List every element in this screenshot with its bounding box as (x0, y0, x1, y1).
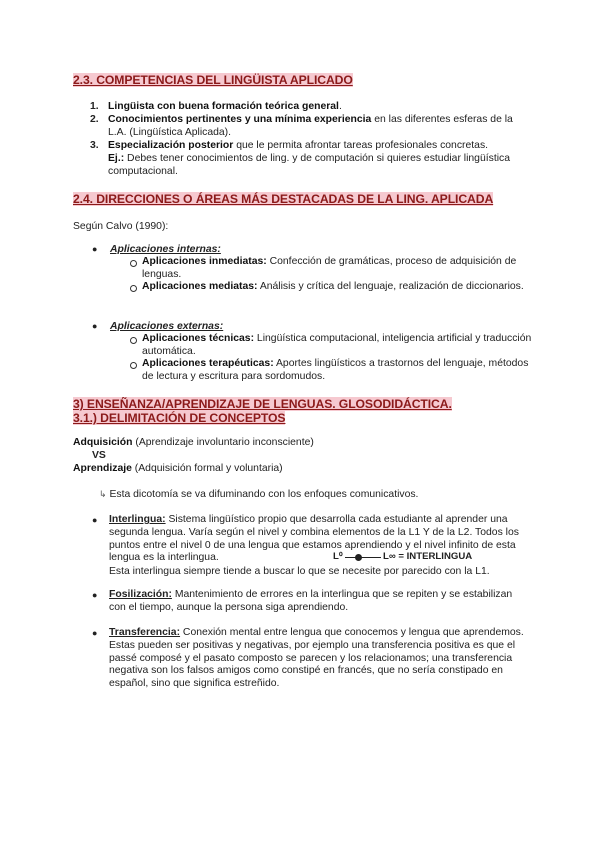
interlingua-diagram: L⁰ L∞ = INTERLINGUA (333, 551, 473, 562)
aprendizaje-line: Aprendizaje (Adquisición formal y voluntaria) (73, 463, 283, 474)
list-item: Aplicaciones mediatas: Análisis y crítica del lenguaje, realización de diccionarios. (142, 281, 524, 292)
return-arrow-icon: ↳ (99, 489, 107, 499)
circle-bullet-icon (130, 260, 137, 267)
scale-line (345, 557, 381, 558)
section-heading-2-3: 2.3. COMPETENCIAS DEL LINGÜISTA APLICADO (73, 73, 353, 87)
bullet-icon: ● (92, 628, 98, 638)
subheading-3-1: 3.1.) DELIMITACIÓN DE CONCEPTOS (73, 411, 286, 425)
aplicaciones-internas-label: Aplicaciones internas: (110, 244, 221, 255)
bullet-icon: ● (92, 515, 98, 525)
section-heading-2-4: 2.4. DIRECCIONES O ÁREAS MÁS DESTACADAS DE LA LING. APLICADA (73, 192, 494, 206)
circle-bullet-icon (130, 362, 137, 369)
list-item: Aplicaciones terapéuticas: Aportes lingüísticos a trastornos del lenguaje, métodos de lectura y escritura para sordomudos. (142, 358, 529, 382)
scale-dot (355, 554, 362, 561)
bullet-icon: ● (92, 244, 98, 254)
interlingua-paragraph: Interlingua: Sistema lingüístico propio que desarrolla cada estudiante al aprender una segunda lengua. Varía según el nivel y combina elementos de la L1 Y de la L2. Todos los puntos entre el nivel 0 de una lengua que estamos aprendiendo y el nivel infinito de esta lengua es la interlingua. (109, 514, 519, 564)
circle-bullet-icon (130, 285, 137, 292)
section-heading-3: 3) ENSEÑANZA/APRENDIZAJE DE LENGUAS. GLOSODIDÁCTICA. (73, 397, 452, 411)
adquisicion-line: Adquisición (Aprendizaje involuntario inconsciente) (73, 437, 314, 448)
bullet-icon: ● (92, 321, 98, 331)
document-page: 2.3. COMPETENCIAS DEL LINGÜISTA APLICADO 1. Lingüista con buena formación teórica general. 2. Conocimientos pertinentes y una mínima experiencia en las diferentes esferas de la L.A. (Lingüística Aplicada). 3. Especialización posterior que le permita afrontar tareas profesionales concretas. Ej.: Debes tener conocimientos de ling. y de computación si quieres estudiar lingüística computacional. 2.4. DIRECCIONES O ÁREAS MÁS DESTACADAS DE LA LING. APLICADA Según Calvo (1990): ● Aplicaciones internas: Aplicaciones inmediatas: Confección de gramáticas, proceso de adquisición de lenguas. Aplicaciones mediatas: Análisis y crítica del lenguaje, realización de diccionarios. ● Aplicaciones externas: Aplicaciones técnicas: Lingüística computacional, inteligencia artificial y traducción automática. Aplicaciones terapéuticas: Aportes lingüísticos a trastornos del lenguaje, métodos de lectura y escritura para sordomudos. 3) ENSEÑANZA/APRENDIZAJE DE LENGUAS. GLOSODIDÁCTICA. 3.1.) DELIMITACIÓN DE CONCEPTOS Adquisición (Aprendizaje involuntario inconsciente) VS Aprendizaje (Adquisición formal y voluntaria) ↳ Esta dicotomía se va difuminando con los enfoques comunicativos. ● Interlingua: Sistema lingüístico propio que desarrolla cada estudiante al aprender una segunda lengua. Varía según el nivel y combina elementos de la L1 Y de la L2. Todos los puntos entre el nivel 0 de una lengua que estamos aprendiendo y el nivel infinito de esta lengua es la interlingua. L⁰ L∞ = INTERLINGUA Esta interlingua siempre tiende a buscar lo que se necesite por parecido con la L1. ● Fosilización: Mantenimiento de errores en la interlingua que se repiten y se estabilizan con el tiempo, aunque la persona siga aprendiendo. ● Transferencia: Conexión mental entre lengua que conocemos y lengua que aprendemos. Estas pueden ser positivas y negativas, por ejemplo una transferencia positiva es que el passé composé y el pasato composto se parecen y los relacionamos; una transferencia negativa son los falsos amigos como constipé en francés, que no sería constipado en español, sino que significa estreñido. (0, 0, 600, 848)
fosilizacion-paragraph: Fosilización: Mantenimiento de errores en la interlingua que se repiten y se estabilizan con el tiempo, aunque la persona siga aprendiendo. (109, 589, 513, 613)
bullet-icon: ● (92, 590, 98, 600)
source-line: Según Calvo (1990): (73, 221, 169, 232)
interlingua-note: Esta interlingua siempre tiende a buscar lo que se necesite por parecido con la L1. (109, 566, 490, 577)
list-item: Aplicaciones técnicas: Lingüística computacional, inteligencia artificial y traducción automática. (142, 333, 532, 357)
vs-label: VS (92, 450, 106, 461)
list-item: Aplicaciones inmediatas: Confección de gramáticas, proceso de adquisición de lenguas. (142, 256, 517, 280)
dicotomia-note: ↳ Esta dicotomía se va difuminando con los enfoques comunicativos. (99, 489, 419, 500)
transferencia-paragraph: Transferencia: Conexión mental entre lengua que conocemos y lengua que aprendemos. Estas pueden ser positivas y negativas, por ejemplo una transferencia positiva es que el passé composé y el pasato composto se parecen y los relacionamos; una transferencia negativa son los falsos amigos como constipé en francés, que no sería constipado en español, sino que significa estreñido. (109, 627, 524, 690)
aplicaciones-externas-label: Aplicaciones externas: (110, 321, 224, 332)
circle-bullet-icon (130, 337, 137, 344)
